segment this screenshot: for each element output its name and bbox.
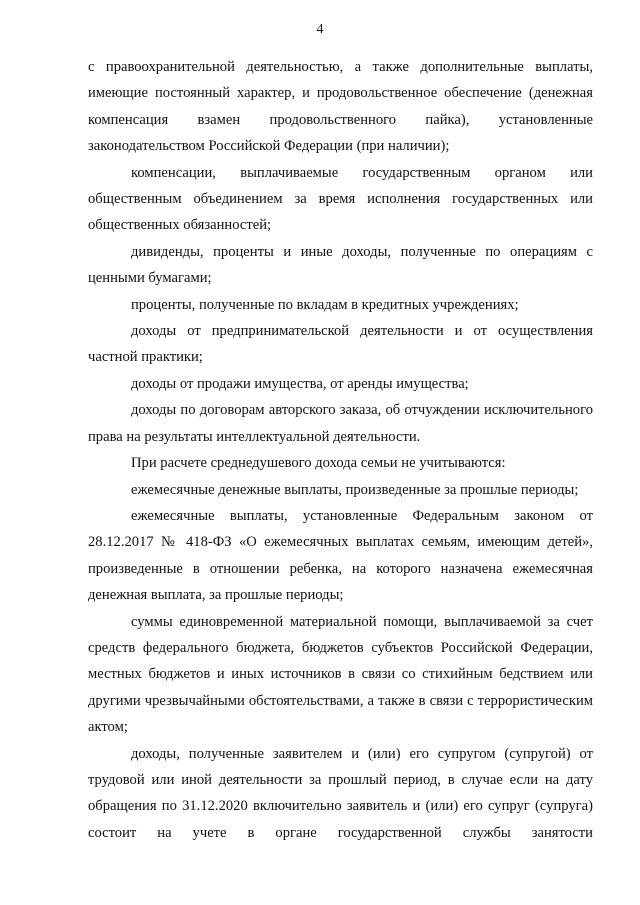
paragraph-9: ежемесячные денежные выплаты, произведенные за прошлые периоды; — [131, 481, 579, 498]
paragraph-7: доходы по договорам авторского заказа, об отчуждении исключительного права на результаты интеллектуальной деятельности. — [88, 402, 593, 445]
paragraph-6: доходы от продажи имущества, от аренды имущества; — [131, 375, 469, 392]
paragraph-8: При расчете среднедушевого дохода семьи не учитываются: — [131, 455, 506, 472]
page-number: 4 — [316, 22, 324, 37]
paragraph-2: компенсации, выплачиваемые государственным органом или общественным объединением за время исполнения государственных или общественных обязанностей; — [88, 164, 593, 234]
paragraph-10: ежемесячные выплаты, установленные Федеральным законом от 28.12.2017 № 418-ФЗ «О ежемесячных выплатах семьям, имеющим детей», произведенные в отношении ребенка, на которого назначена ежемесячная денежная выплата, за прошлые периоды; — [88, 507, 593, 604]
paragraph-1: с правоохранительной деятельностью, а также дополнительные выплаты, имеющие постоянный характер, и продовольственное обеспечение (денежная компенсация взамен продовольственного пайка), установленные законодательством Российской Федерации (при наличии); — [88, 59, 593, 155]
paragraph-11: суммы единовременной материальной помощи, выплачиваемой за счет средств федерального бюджета, бюджетов субъектов Российской Федерации, местных бюджетов и иных источников в связи со стихийным бедствием или другими чрезвычайными обстоятельствами, а также в связи с террористическим актом; — [88, 613, 593, 736]
document-body — [88, 54, 593, 846]
paragraph-12: доходы, полученные заявителем и (или) его супругом (супругой) от трудовой или иной деятельности за прошлый период, в случае если на дату обращения по 31.12.2020 включительно заявитель и (или) его супруг (супруга) состоит на учете в органе государственной службы занятости — [88, 745, 593, 841]
paragraph-5: доходы от предпринимательской деятельности и от осуществления частной практики; — [88, 323, 593, 366]
paragraph-3: дивиденды, проценты и иные доходы, полученные по операциям с ценными бумагами; — [88, 243, 593, 287]
paragraph-4: проценты, полученные по вкладам в кредитных учреждениях; — [131, 296, 519, 313]
